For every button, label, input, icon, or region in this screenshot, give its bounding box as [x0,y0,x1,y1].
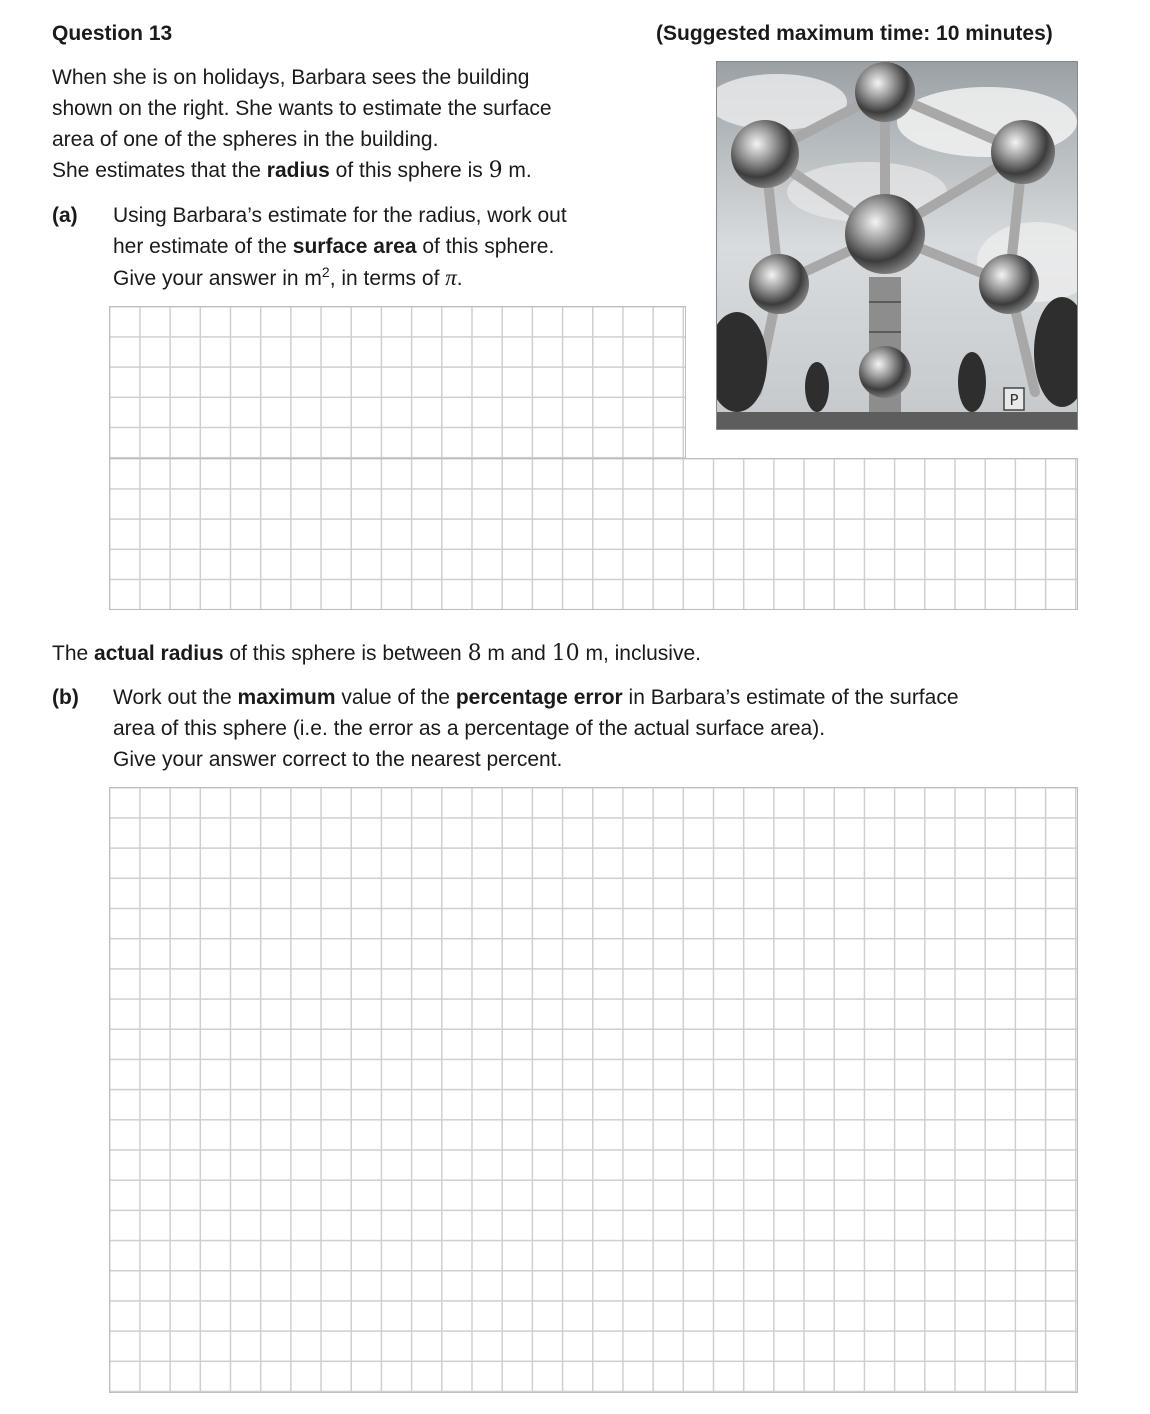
pi-symbol: π [445,265,457,290]
part-b-line-3: Give your answer correct to the nearest percent. [113,748,563,771]
squared-superscript: 2 [321,264,330,280]
atomium-photo [716,61,1078,430]
actual-text: The [52,642,95,665]
intro-text: She estimates that the [52,159,267,182]
part-b-line-2: area of this sphere (i.e. the error as a percentage of the actual surface area). [113,717,826,740]
intro-paragraph [52,62,552,186]
actual-text: m and [481,642,552,665]
part-a-text-span: . [456,267,463,290]
radius-min-value: 8 [467,641,482,666]
part-a-text-span: Give your answer in m [113,267,322,290]
part-a-text-span: , in terms of [329,267,446,290]
intro-text: m. [502,159,532,182]
intro-line-3: area of one of the spheres in the building. [52,128,439,151]
answer-grid-a-lower[interactable] [109,458,1078,610]
part-a-text [113,200,567,294]
part-b-text-span: in Barbara’s estimate of the surface [622,686,959,709]
actual-radius-keyword: actual radius [94,642,224,665]
part-a-text-span: her estimate of the [113,235,293,258]
answer-grid-a-upper[interactable] [109,306,686,461]
question-title: Question 13 [52,22,173,45]
intro-text: of this sphere is [329,159,489,182]
intro-line-2: shown on the right. She wants to estimate the surface [52,97,552,120]
part-b-line-1 [113,682,959,713]
maximum-keyword: maximum [237,686,336,709]
radius-value: 9 [488,158,503,183]
part-b-text [113,682,959,775]
radius-max-value: 10 [551,641,580,666]
part-a-text-span: of this sphere. [416,235,555,258]
actual-text: m, inclusive. [579,642,701,665]
percentage-error-keyword: percentage error [455,686,623,709]
actual-text: of this sphere is between [223,642,468,665]
answer-grid-b[interactable] [109,787,1078,1393]
part-a-line-3 [113,262,567,294]
part-a-line-1: Using Barbara’s estimate for the radius, work out [113,204,567,227]
actual-radius-sentence [52,638,701,669]
parking-sign-text: P [1009,391,1019,409]
radius-keyword: radius [266,159,330,182]
time-note: (Suggested maximum time: 10 minutes) [656,22,1053,45]
part-a-label: (a) [52,204,78,227]
part-a-line-2 [113,231,567,262]
intro-line-1: When she is on holidays, Barbara sees the building [52,66,530,89]
part-b-text-span: value of the [335,686,456,709]
surface-area-keyword: surface area [292,235,417,258]
part-b-label: (b) [52,686,79,709]
atomium-building-illustration [717,62,1078,430]
intro-line-4 [52,155,552,186]
part-b-text-span: Work out the [113,686,238,709]
